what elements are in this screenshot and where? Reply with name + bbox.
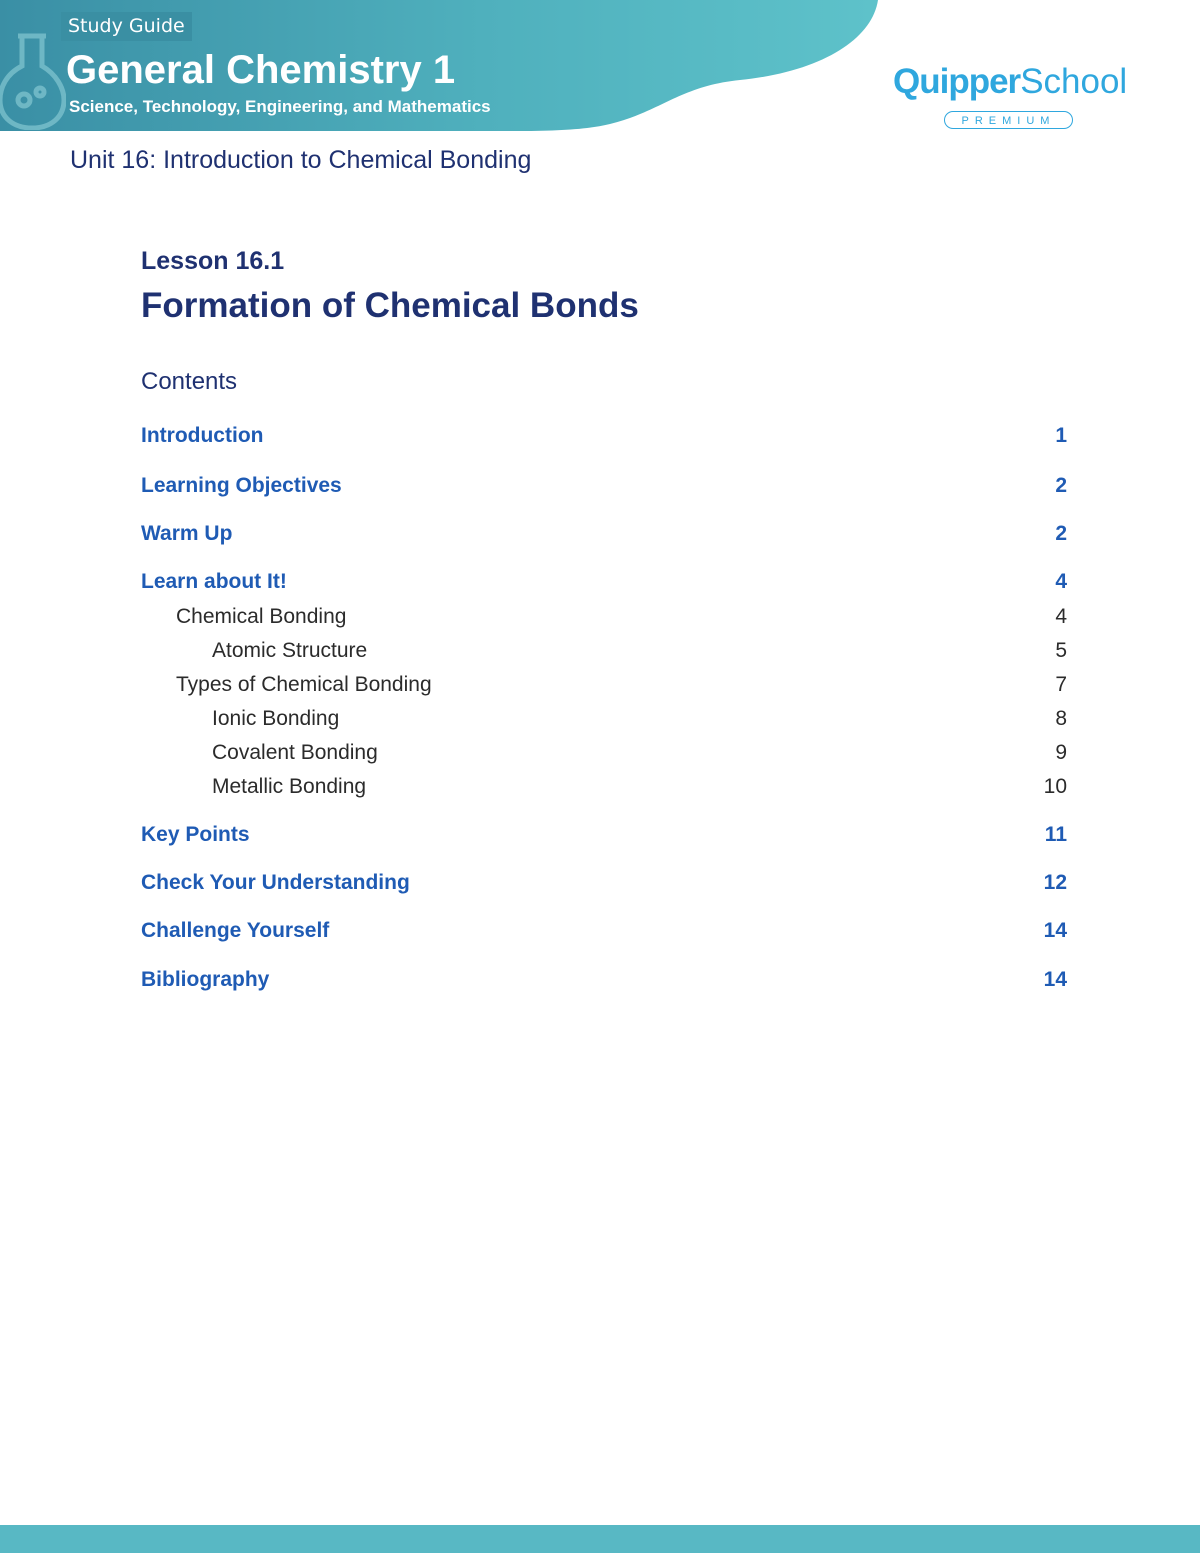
footer-bar bbox=[0, 1525, 1200, 1553]
course-subtitle: Science, Technology, Engineering, and Mathematics bbox=[69, 97, 491, 116]
toc-entry-warm-up[interactable] bbox=[141, 519, 1067, 549]
toc-entry-page: 5 bbox=[1055, 639, 1067, 662]
toc-entry-page: 8 bbox=[1055, 707, 1067, 730]
toc-entry-introduction[interactable] bbox=[141, 421, 1067, 451]
toc-entry-label: Covalent Bonding bbox=[212, 741, 378, 764]
toc-entry-chemical-bonding[interactable] bbox=[141, 602, 1067, 632]
study-guide-badge: Study Guide bbox=[61, 12, 192, 41]
toc-entry-label: Key Points bbox=[141, 823, 250, 846]
toc-entry-label: Metallic Bonding bbox=[212, 775, 367, 798]
course-title: General Chemistry 1 bbox=[66, 48, 456, 92]
toc-entry-page: 11 bbox=[1044, 823, 1067, 846]
logo-quipper-text: Quipper bbox=[893, 62, 1021, 101]
toc-entry-page: 14 bbox=[1043, 968, 1067, 991]
toc-entry-covalent-bonding[interactable] bbox=[141, 738, 1067, 768]
toc-entry-key-points[interactable] bbox=[141, 820, 1067, 850]
toc-entry-label: Ionic Bonding bbox=[212, 707, 340, 730]
toc-entry-check-your-understanding[interactable] bbox=[141, 868, 1067, 898]
toc-entry-label: Types of Chemical Bonding bbox=[176, 673, 432, 696]
toc-entry-bibliography[interactable] bbox=[141, 965, 1067, 995]
toc-entry-challenge-yourself[interactable] bbox=[141, 916, 1067, 946]
unit-title: Unit 16: Introduction to Chemical Bonding bbox=[70, 146, 532, 174]
lesson-number: Lesson 16.1 bbox=[141, 247, 285, 275]
toc-entry-page: 2 bbox=[1055, 522, 1067, 545]
toc-entry-page: 10 bbox=[1043, 775, 1067, 798]
toc-entry-page: 1 bbox=[1055, 424, 1067, 447]
toc-entry-learn-about-it[interactable] bbox=[141, 567, 1067, 597]
toc-entry-page: 12 bbox=[1043, 871, 1067, 894]
toc-entry-label: Challenge Yourself bbox=[141, 919, 330, 942]
toc-entry-page: 2 bbox=[1055, 474, 1067, 497]
flask-icon bbox=[0, 30, 66, 130]
contents-heading: Contents bbox=[141, 368, 238, 395]
toc-entry-label: Introduction bbox=[141, 424, 264, 447]
toc-entry-page: 14 bbox=[1043, 919, 1067, 942]
toc-entry-label: Learning Objectives bbox=[141, 474, 342, 497]
toc-entry-label: Warm Up bbox=[141, 522, 233, 545]
logo-wordmark bbox=[893, 60, 1127, 104]
quipper-school-logo bbox=[893, 60, 1133, 140]
toc-entry-page: 4 bbox=[1055, 605, 1067, 628]
toc-entry-page: 4 bbox=[1055, 570, 1067, 593]
toc-entry-atomic-structure[interactable] bbox=[141, 636, 1067, 666]
logo-premium-badge: PREMIUM bbox=[944, 111, 1073, 129]
toc-entry-metallic-bonding[interactable] bbox=[141, 772, 1067, 802]
toc-entry-learning-objectives[interactable] bbox=[141, 471, 1067, 501]
toc-entry-label: Check Your Understanding bbox=[141, 871, 410, 894]
toc-entry-page: 9 bbox=[1055, 741, 1067, 764]
toc-entry-label: Atomic Structure bbox=[212, 639, 368, 662]
toc-entry-label: Chemical Bonding bbox=[176, 605, 347, 628]
toc-entry-label: Bibliography bbox=[141, 968, 270, 991]
toc-entry-page: 7 bbox=[1055, 673, 1067, 696]
toc-entry-ionic-bonding[interactable] bbox=[141, 704, 1067, 734]
toc-entry-label: Learn about It! bbox=[141, 570, 287, 593]
lesson-title: Formation of Chemical Bonds bbox=[141, 286, 639, 325]
toc-entry-types-of-chemical-bonding[interactable] bbox=[141, 670, 1067, 700]
logo-school-text: School bbox=[1020, 62, 1128, 101]
